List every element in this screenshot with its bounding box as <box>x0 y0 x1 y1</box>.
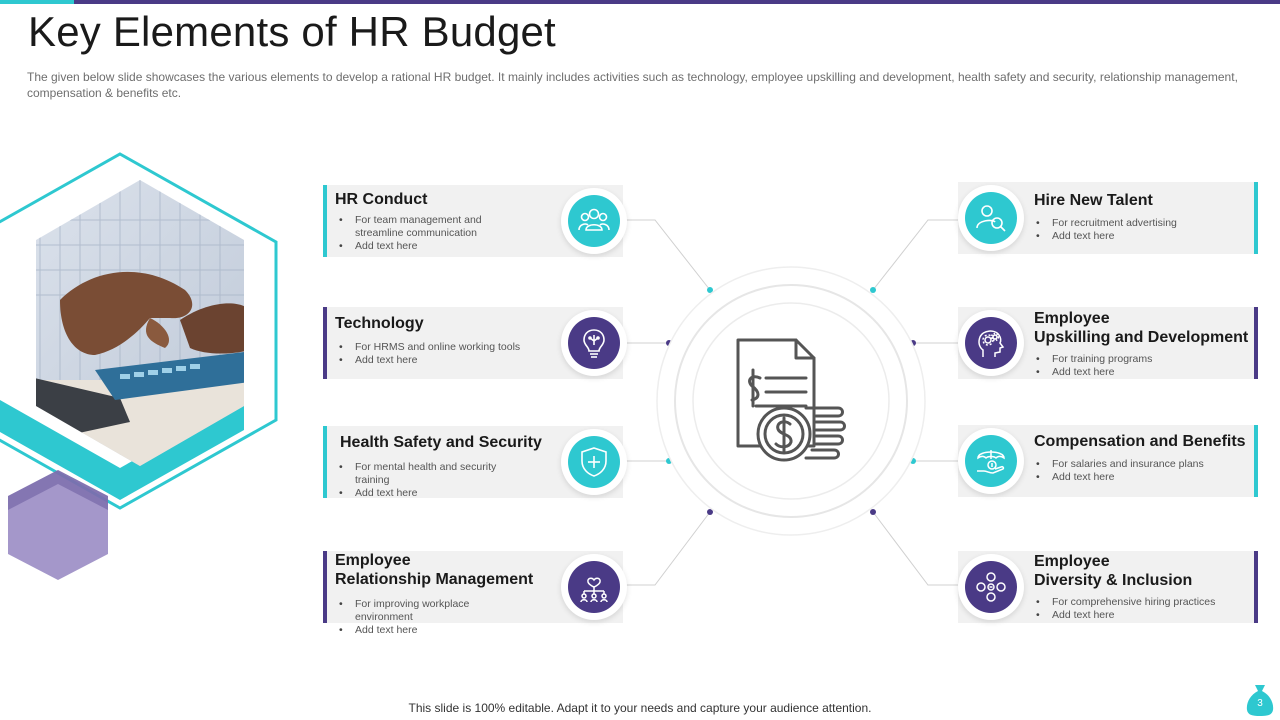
card-hire-new-talent <box>958 182 1258 254</box>
card-title: Health Safety and Security <box>340 434 542 451</box>
card-compensation-benefits <box>958 425 1258 497</box>
list-item: • Add text here <box>1034 471 1244 484</box>
user-search-icon <box>965 192 1017 244</box>
card-title <box>1034 552 1192 590</box>
card-bullets <box>337 461 527 500</box>
card-title: HR Conduct <box>335 191 428 208</box>
card-title-line1: Employee <box>335 552 411 569</box>
list-item: • Add text here <box>337 624 527 637</box>
card-bullets <box>337 341 527 367</box>
card-bullets <box>337 598 527 637</box>
page-subtitle: The given below slide showcases the various elements to develop a rational HR budget. It mainly includes activities such as technology, employee upskilling and development, health safety and security, relationship management, compensation & benefits etc. <box>27 70 1238 100</box>
card-title-line2: Relationship Management <box>335 571 534 588</box>
card-title-line1: Employee <box>1034 553 1110 570</box>
list-item: • For comprehensive hiring practices <box>1034 596 1244 609</box>
footer-note: This slide is 100% editable. Adapt it to your needs and capture your audience attention. <box>408 701 872 715</box>
card-title: Technology <box>335 315 424 332</box>
card-hr-conduct <box>323 185 623 257</box>
icon-container <box>561 310 627 376</box>
list-item: • For recruitment advertising <box>1034 217 1244 230</box>
top-bar-accent <box>0 0 74 4</box>
card-title <box>1034 309 1248 347</box>
card-relationship-management <box>323 551 623 636</box>
icon-container <box>561 429 627 495</box>
list-item: • Add text here <box>337 240 527 253</box>
people-group-icon <box>568 195 620 247</box>
network-heart-icon <box>568 561 620 613</box>
list-item: • For team management and streamline communication <box>337 214 527 240</box>
list-item: • Add text here <box>1034 366 1244 379</box>
top-bar <box>0 0 1280 4</box>
umbrella-hand-icon <box>965 435 1017 487</box>
card-bullets <box>337 214 527 253</box>
card-title-line1: Employee <box>1034 310 1110 327</box>
card-upskilling-development <box>958 307 1258 379</box>
page-title: Key Elements of HR Budget <box>28 8 556 55</box>
icon-container <box>561 554 627 620</box>
card-health-safety <box>323 426 623 498</box>
list-item: • For salaries and insurance plans <box>1034 458 1244 471</box>
list-item: • For mental health and security training <box>337 461 527 487</box>
center-budget-icon <box>656 266 926 536</box>
list-item: • Add text here <box>1034 230 1244 243</box>
card-title-line2: Upskilling and Development <box>1034 329 1249 346</box>
icon-container <box>958 310 1024 376</box>
icon-container <box>958 185 1024 251</box>
card-bullets <box>1034 217 1244 243</box>
list-item: • For improving workplace environment <box>337 598 527 624</box>
card-title: Hire New Talent <box>1034 192 1153 209</box>
list-item: • For training programs <box>1034 353 1244 366</box>
list-item: • Add text here <box>1034 609 1244 622</box>
icon-container <box>561 188 627 254</box>
card-bullets <box>1034 596 1244 622</box>
icon-container <box>958 554 1024 620</box>
hero-image <box>0 150 290 590</box>
card-bullets <box>1034 458 1244 484</box>
page-number: 3 <box>1257 698 1263 709</box>
card-title <box>335 551 533 589</box>
card-technology <box>323 307 623 379</box>
icon-container <box>958 428 1024 494</box>
card-bullets <box>1034 353 1244 379</box>
lightbulb-circuit-icon <box>568 317 620 369</box>
card-diversity-inclusion <box>958 551 1258 623</box>
diverse-people-icon <box>965 561 1017 613</box>
card-title-line2: Diversity & Inclusion <box>1034 572 1193 589</box>
list-item: • Add text here <box>337 354 527 367</box>
shield-plus-icon <box>568 436 620 488</box>
card-title: Compensation and Benefits <box>1034 433 1246 450</box>
list-item: • Add text here <box>337 487 527 500</box>
list-item: • For HRMS and online working tools <box>337 341 527 354</box>
head-gears-icon <box>965 317 1017 369</box>
